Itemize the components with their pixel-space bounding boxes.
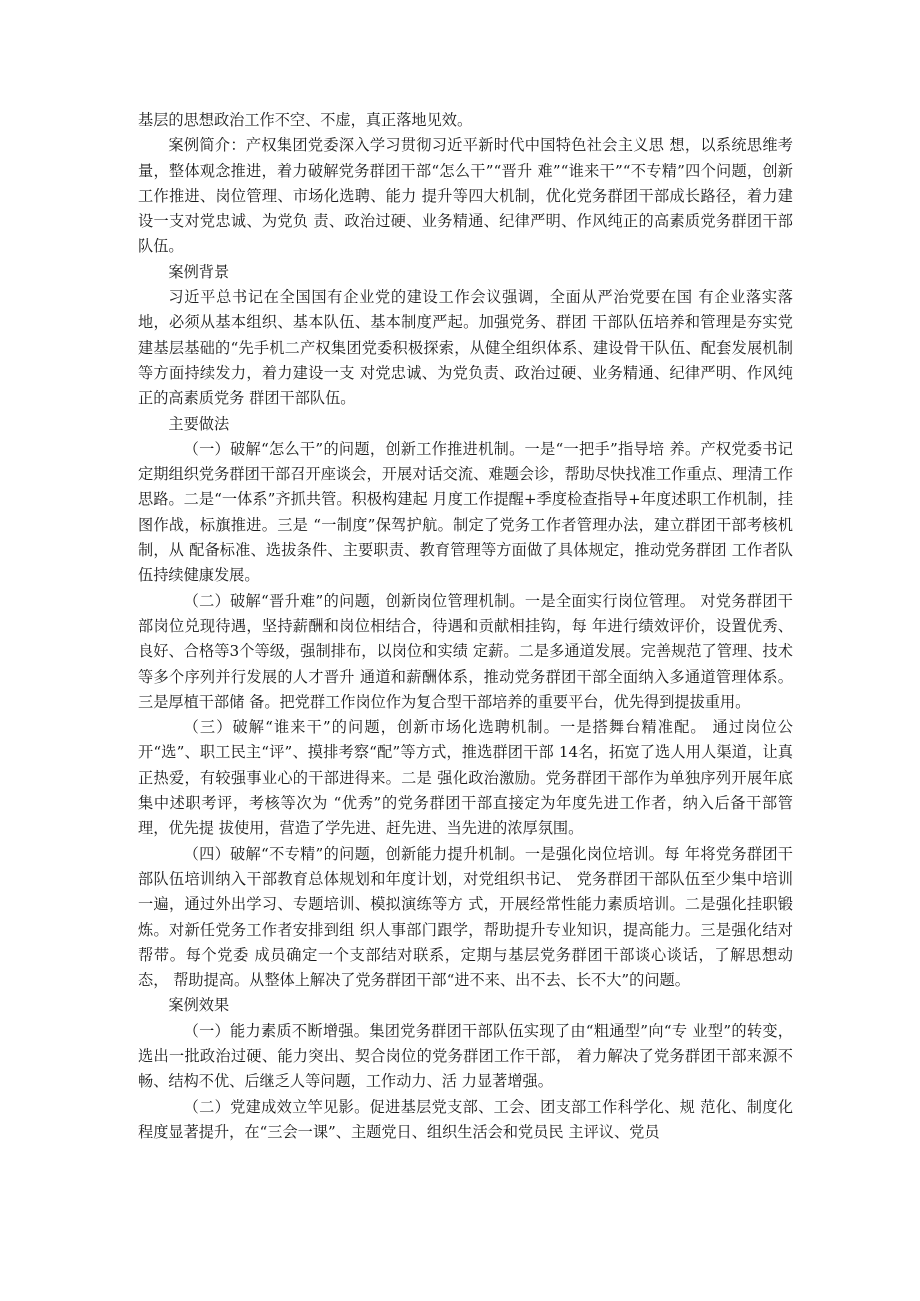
section-heading-main-practices: 主要做法 xyxy=(168,414,230,433)
paragraph-practice-1: （一）破解“怎么干”的问题，创新工作推进机制。一是“一把手”指导培 养。产权党委书记定期组织党务群团干部召开座谈会，开展对话交流、难题会诊，帮助尽快找准工作重点、理清工作思路。二是“一体系”齐抓共管。积极构建起 月度工作提醒+季度检查指导+年度述职工作机制，挂图作战，标旗推进。三是 “一制度”保驾护航。制定了党务工作者管理办法，建立群团干部考核机制，从 配备标准、选拔条件、主要职责、教育管理等方面做了具体规定，推动党务群团 工作者队伍持续健康发展。 xyxy=(138,439,793,585)
paragraph-intro-fragment: 基层的思想政治工作不空、不虚，真正落地见效。 xyxy=(138,111,473,129)
paragraph-effect-1: （一）能力素质不断增强。集团党务群团干部队伍实现了由“粗通型”向“专 业型”的转变，选出一批政治过硬、能力突出、契合岗位的党务群团工作干部， 着力解决了党务群团干部来源不畅、结构不优、后继乏人等问题，工作动力、活 力显著增强。 xyxy=(138,1021,793,1091)
paragraph-effect-2: （二）党建成效立竿见影。促进基层党支部、工会、团支部工作科学化、规 范化、制度化程度显著提升，在“三会一课”、主题党日、组织生活会和党员民 主评议、党员 xyxy=(138,1097,793,1141)
paragraph-practice-3: （三）破解“谁来干”的问题，创新市场化选聘机制。一是搭舞台精准配。 通过岗位公开“选”、职工民主“评”、摸排考察“配”等方式，推选群团干部 14名，拓宽了选人用人渠道，让真正热爱，有较强事业心的干部进得来。二是 强化政治激励。党务群团干部作为单独序列开展年底集中述职考评，考核等次为 “优秀”的党务群团干部直接定为年度先进工作者，纳入后备干部管理，优先提 拔使用，营造了学先进、赶先进、当先进的浓厚氛围。 xyxy=(138,718,793,838)
paragraph-practice-2: （二）破解“晋升难”的问题，创新岗位管理机制。一是全面实行岗位管理。 对党务群团干部岗位兑现待遇，坚持薪酬和岗位相结合，待遇和贡献相挂钩，每 年进行绩效评价，设置优秀、良好、合格等3个等级，强制排布，以岗位和实绩 定薪。二是多通道发展。完善规范了管理、技术等多个序列并行发展的人才晋升 通道和薪酬体系，推动党务群团干部全面纳入多通道管理体系。三是厚植干部储 备。把党群工作岗位作为复合型干部培养的重要平台，优先得到提拔重用。 xyxy=(138,591,793,711)
section-heading-background: 案例背景 xyxy=(168,262,230,281)
paragraph-practice-4: （四）破解“不专精”的问题，创新能力提升机制。一是强化岗位培训。每 年将党务群团干部队伍培训纳入干部教育总体规划和年度计划，对党组织书记、 党务群团干部队伍至少集中培训一遍，通过外出学习、专题培训、模拟演练等方 式，开展经常性能力素质培训。二是强化挂职锻炼。对新任党务工作者安排到组 织人事部门跟学，帮助提升专业知识，提高能力。三是强化结对帮带。每个党委 成员确定一个支部结对联系，定期与基层党务群团干部谈心谈话，了解思想动态， 帮助提高。从整体上解决了党务群团干部“进不来、出不去、长不大”的问题。 xyxy=(138,844,793,990)
section-heading-effects: 案例效果 xyxy=(168,996,230,1015)
paragraph-background: 习近平总书记在全国国有企业党的建设工作会议强调，全面从严治党要在国 有企业落实落地，必须从基本组织、基本队伍、基本制度严起。加强党务、群团 干部队伍培养和管理是夯实党建基层基础的“先手机二产权集团党委积极探索，从健全组织体系、建设骨干队伍、配套发展机制等方面持续发力，着力建设一支 对党忠诚、为党负责、政治过硬、业务精通、纪律严明、作风纯正的高素质党务 群团干部队伍。 xyxy=(138,288,793,408)
document-page xyxy=(138,108,793,1145)
paragraph-case-summary: 案例简介：产权集团党委深入学习贯彻习近平新时代中国特色社会主义思 想，以系统思维考量，整体观念推进，着力破解党务群团干部“怎么干”“晋升 难”“谁来干”“不专精”四个问题，创新工作推进、岗位管理、市场化选聘、能力 提升等四大机制，优化党务群团干部成长路径，着力建设一支对党忠诚、为党负 责、政治过硬、业务精通、纪律严明、作风纯正的高素质党务群团干部队伍。 xyxy=(138,136,793,256)
